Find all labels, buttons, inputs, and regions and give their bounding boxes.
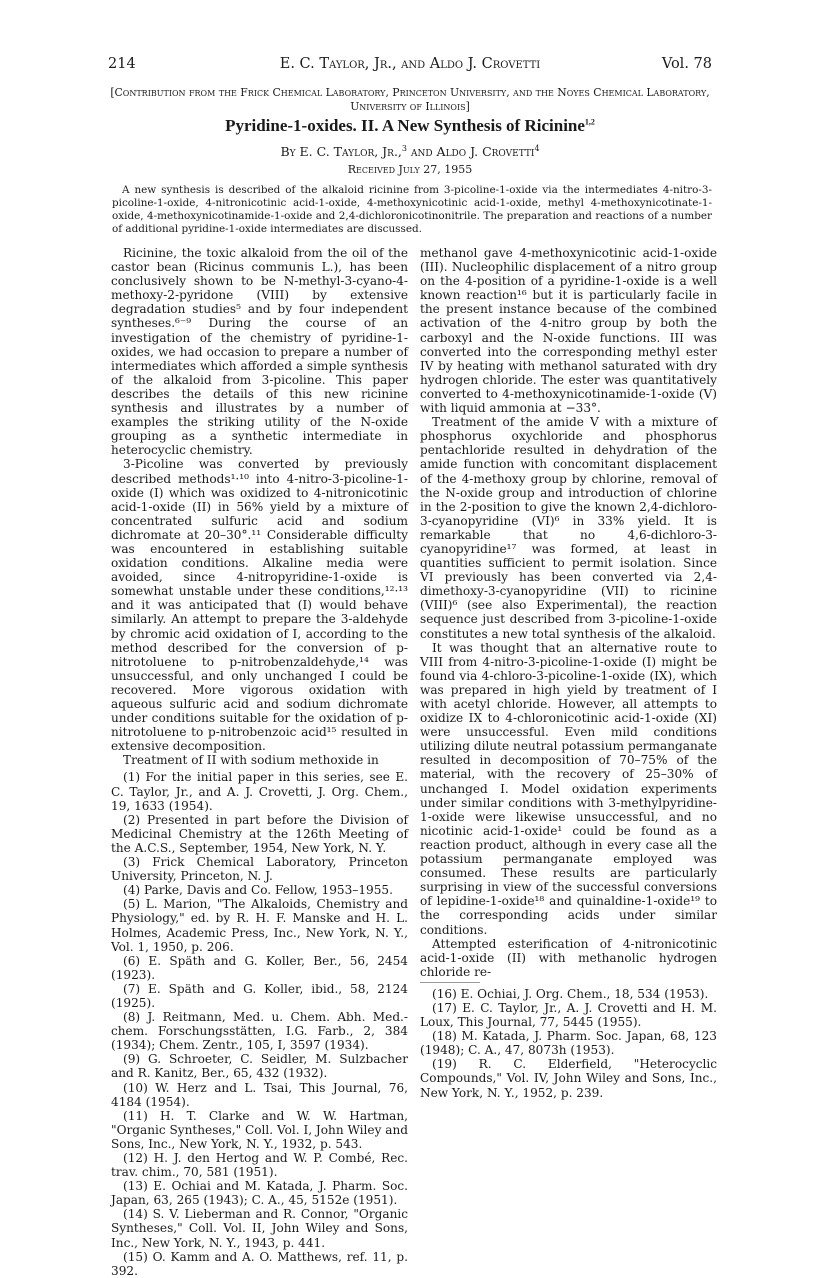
paragraph: It was thought that an alternative route to VIII from 4-nitro-3-picoline-1-oxide (I) might be found via 4-chloro-3-picoline-1-oxide (IX), which was prepared in high yield by treatment of I with acetyl chloride. However, all attempts to oxidize IX to 4-chloronicotinic acid-1-oxide (XI) were unsuccessful. Even mild conditions utilizing dilute neutral potassium permanganate resulted in decomposition of 70–75% of the material, with the recovery of 25–30% of unchanged I. Model oxidation experiments under similar conditions with 3-methylpyridine-1-oxide were likewise unsuccessful, and no nicotinic acid-1-oxide¹ could be found as a reaction product, although in every case all the potassium permanganate employed was consumed. These results are particularly surprising in view of the successful conversions of lepidine-1-oxide¹⁸ and quinaldine-1-oxide¹⁹ to the corresponding acids under similar conditions. <box>420 640 717 937</box>
page-number: 214 <box>108 56 136 72</box>
right-footnotes <box>420 987 717 1100</box>
footnote: (16) E. Ochiai, J. Org. Chem., 18, 534 (1953). <box>432 986 709 1001</box>
footnote: (12) H. J. den Hertog and W. P. Combé, Rec. trav. chim., 70, 581 (1951). <box>111 1151 408 1180</box>
footnote: (2) Presented in part before the Division of Medicinal Chemistry at the 126th Meeting of the A.C.S., September, 1954, New York, N. Y. <box>111 812 408 855</box>
left-column <box>111 246 408 1278</box>
paragraph: Ricinine, the toxic alkaloid from the oil of the castor bean (Ricinus communis L.), has been conclusively shown to be N-methyl-3-cyano-4-methoxy-2-pyridone (VIII) by extensive degradation studies⁵ and by four independent syntheses.⁶⁻⁹ During the course of an investigation of the chemistry of pyridine-1-oxides, we had occasion to prepare a number of intermediates which afforded a simple synthesis of the alkaloid from 3-picoline. This paper describes the details of this new ricinine synthesis and illustrates by a number of examples the striking utility of the N-oxide grouping as a synthetic intermediate in heterocyclic chemistry. <box>111 246 408 458</box>
footnote: (13) E. Ochiai and M. Katada, J. Pharm. Soc. Japan, 63, 265 (1943); C. A., 45, 5152e (1951). <box>111 1179 408 1208</box>
paragraph: 3-Picoline was converted by previously described methods¹·¹⁰ into 4-nitro-3-picoline-1-oxide (I) which was oxidized to 4-nitronicotinic acid-1-oxide (II) in 56% yield by a mixture of concentrated sulfuric acid and sodium dichromate at 20–30°.¹¹ Considerable difficulty was encountered in establishing suitable oxidation conditions. Alkaline media were avoided, since 4-nitropyridine-1-oxide is somewhat unstable under these conditions,¹²·¹³ and it was anticipated that (I) would behave similarly. An attempt to prepare the 3-aldehyde by chromic acid oxidation of I, according to the method described for the conversion of p-nitrotoluene to p-nitrobenzaldehyde,¹⁴ was unsuccessful, and only unchanged I could be recovered. More vigorous oxidation with aqueous sulfuric acid and sodium dichromate under conditions suitable for the oxidation of p-nitrotoluene to p-nitrobenzoic acid¹⁵ resulted in extensive decomposition. <box>111 457 408 754</box>
footnote: (6) E. Späth and G. Koller, Ber., 56, 2454 (1923). <box>111 953 408 982</box>
affiliation: [Contribution from the Frick Chemical Laboratory, Princeton University, and the Noyes Chemical Laboratory, University of Illinois] <box>110 86 710 113</box>
footnote: (15) O. Kamm and A. O. Matthews, ref. 11, p. 392. <box>111 1249 408 1278</box>
running-head-authors: E. C. Taylor, Jr., and Aldo J. Crovetti <box>279 56 541 72</box>
footnote: (1) For the initial paper in this series, see E. C. Taylor, Jr., and A. J. Crovetti, J. Org. Chem., 19, 1633 (1954). <box>111 770 408 813</box>
left-footnotes <box>111 770 408 1277</box>
footnote: (19) R. C. Elderfield, "Heterocyclic Compounds," Vol. IV, John Wiley and Sons, Inc., New York, N. Y., 1952, p. 239. <box>420 1057 717 1100</box>
footnote: (4) Parke, Davis and Co. Fellow, 1953–1955. <box>123 883 393 898</box>
footnote: (10) W. Herz and L. Tsai, This Journal, 76, 4184 (1954). <box>111 1080 408 1109</box>
footnote: (8) J. Reitmann, Med. u. Chem. Abh. Med.-chem. Forschungsstätten, I.G. Farb., 2, 384 (1934); Chem. Zentr., 105, I, 3597 (1934). <box>111 1010 408 1053</box>
footnote-divider <box>420 982 480 984</box>
article-title-text: Pyridine-1-oxides. II. A New Synthesis of Ricinine <box>225 116 585 135</box>
byline-middle: and Aldo J. Crovetti <box>407 144 535 159</box>
byline <box>108 144 712 159</box>
footnote: (3) Frick Chemical Laboratory, Princeton University, Princeton, N. J. <box>111 855 408 884</box>
title-footnote-ref: 1,2 <box>584 117 595 127</box>
byline-prefix: By E. C. Taylor, Jr., <box>280 144 402 159</box>
footnote: (5) L. Marion, "The Alkaloids, Chemistry and Physiology," ed. by R. H. F. Manske and H. L. Holmes, Academic Press, Inc., New York, N. Y., Vol. 1, 1950, p. 206. <box>111 897 408 954</box>
running-head <box>108 56 712 74</box>
byline-ref-2: 4 <box>534 143 540 153</box>
abstract: A new synthesis is described of the alkaloid ricinine from 3-picoline-1-oxide via the intermediates 4-nitro-3-picoline-1-oxide, 4-nitronicotinic acid-1-oxide, 4-methoxynicotinic acid-1-oxide, methyl 4-methoxynicotinate-1-oxide, 4-methoxynicotinamide-1-oxide and 2,4-dichloronicotinonitrile. The preparation and reactions of a number of additional pyridine-1-oxide intermediates are discussed. <box>112 184 712 235</box>
right-column <box>420 246 717 1100</box>
byline-ref-1: 3 <box>401 143 407 153</box>
article-title <box>108 116 712 136</box>
volume-label: Vol. 78 <box>661 56 712 72</box>
paragraph: Treatment of II with sodium methoxide in <box>123 753 379 768</box>
right-column-body <box>420 246 717 979</box>
footnote: (17) E. C. Taylor, Jr., A. J. Crovetti and H. M. Loux, This Journal, 77, 5445 (1955). <box>420 1000 717 1030</box>
footnote: (9) G. Schroeter, C. Seidler, M. Sulzbacher and R. Kanitz, Ber., 65, 432 (1932). <box>111 1052 408 1081</box>
footnote: (18) M. Katada, J. Pharm. Soc. Japan, 68, 123 (1948); C. A., 47, 8073h (1953). <box>420 1029 717 1058</box>
left-column-body <box>111 246 408 767</box>
paragraph: Attempted esterification of 4-nitronicotinic acid-1-oxide (II) with methanolic hydrogen chloride re- <box>420 936 717 979</box>
footnote: (14) S. V. Lieberman and R. Connor, "Organic Syntheses," Coll. Vol. II, John Wiley and Sons, Inc., New York, N. Y., 1943, p. 441. <box>111 1207 408 1250</box>
paragraph: Treatment of the amide V with a mixture of phosphorus oxychloride and phosphorus pentachloride resulted in dehydration of the amide function with concomitant displacement of the 4-methoxy group by chlorine, removal of the N-oxide group and introduction of chlorine in the 2-position to give the known 2,4-dichloro-3-cyanopyridine (VI)⁶ in 33% yield. It is remarkable that no 4,6-dichloro-3-cyanopyridine¹⁷ was formed, at least in quantities sufficient to permit isolation. Since VI previously has been converted via 2,4-dimethoxy-3-cyanopyridine (VII) to ricinine (VIII)⁶ (see also Experimental), the reaction sequence just described from 3-picoline-1-oxide constitutes a new total synthesis of the alkaloid. <box>420 415 717 641</box>
footnote: (7) E. Späth and G. Koller, ibid., 58, 2124 (1925). <box>111 981 408 1010</box>
footnote: (11) H. T. Clarke and W. W. Hartman, "Organic Syntheses," Coll. Vol. I, John Wiley and Sons, Inc., New York, N. Y., 1932, p. 543. <box>111 1108 408 1151</box>
received-date: Received July 27, 1955 <box>347 163 473 176</box>
paragraph: methanol gave 4-methoxynicotinic acid-1-oxide (III). Nucleophilic displacement of a nitro group on the 4-position of a pyridine-1-oxide is a well known reaction¹⁶ but it is particularly facile in the present instance because of the combined activation of the 4-nitro group by both the carboxyl and the N-oxide functions. III was converted into the corresponding methyl ester IV by heating with methanol saturated with dry hydrogen chloride. The ester was quantitatively converted to 4-methoxynicotinamide-1-oxide (V) with liquid ammonia at −33°. <box>420 246 717 416</box>
